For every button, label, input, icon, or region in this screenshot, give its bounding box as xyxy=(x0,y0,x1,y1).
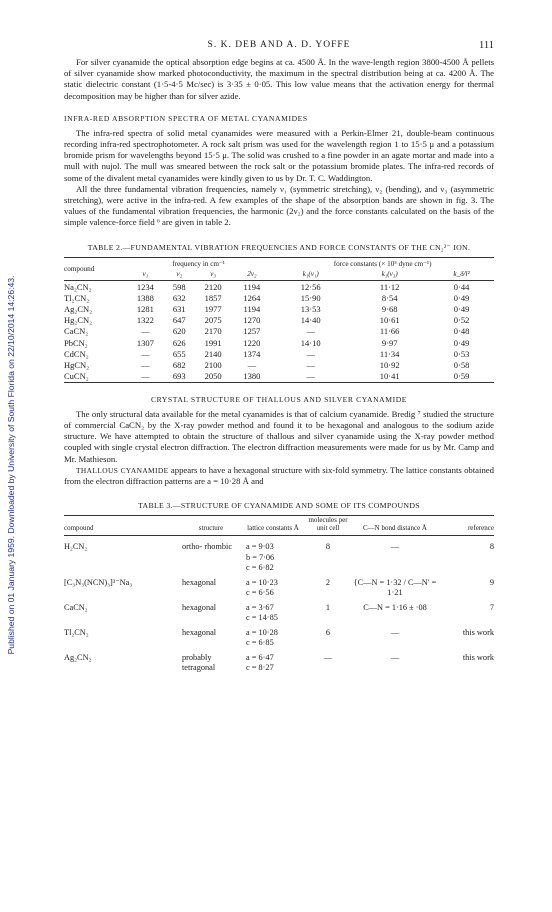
table3-lattice-cell xyxy=(240,578,306,599)
table2 xyxy=(64,257,494,383)
lattice-constant: a = 9·03 xyxy=(246,542,274,552)
lattice-constant: b = 7·06 xyxy=(246,552,275,562)
table3-structure-cell: ortho- rhombic xyxy=(182,542,233,552)
table2-column-header: ν₃ xyxy=(210,270,216,279)
table2-value-cell: 1220 xyxy=(243,337,261,348)
table-row xyxy=(64,292,494,303)
table3-compound-cell: Tl₂CN₂ xyxy=(64,627,89,637)
table2-compound-cell: CdCN₂ xyxy=(64,348,89,359)
table2-value-cell: 682 xyxy=(172,359,186,370)
table3-lattice-cell xyxy=(240,653,306,674)
table2-compound-cell: Ag₂CN₂ xyxy=(64,303,93,314)
table-row xyxy=(64,371,494,383)
table2-value-cell: 1991 xyxy=(204,337,222,348)
table2-value-cell: 2050 xyxy=(204,371,222,382)
table2-value-cell: 1374 xyxy=(243,348,261,359)
table2-value-cell: 8·54 xyxy=(381,292,398,303)
paragraph-silver-cyanamide: For silver cyanamide the optical absorption edge begins at ca. 4500 Å. In the wave-length region 3800-4500 Å pellets of silver cyanamide show marked photoconductivity, the maximum in the spectral distribution being at ca. 4200 Å. The static dielectric constant (1·5-4·5 Mc/sec) is 3·35 ± 0·05. This low value means that the activation energy for thermal decomposition may be higher than for silver azide. xyxy=(64,57,494,101)
table3-molecules-cell: 1 xyxy=(325,602,331,612)
table2-value-cell: 647 xyxy=(172,315,186,326)
table2-column-header: ν₂ xyxy=(176,270,183,279)
table2-value-cell: 631 xyxy=(172,303,186,314)
table2-value-cell: — xyxy=(306,348,315,359)
table3-molecules-cell: 8 xyxy=(325,542,331,552)
table-row xyxy=(64,348,494,359)
table3-molecules-cell: 6 xyxy=(325,627,331,637)
table2-value-cell: 0·48 xyxy=(453,326,470,337)
table3-compound-cell: H₂CN₂ xyxy=(64,542,88,552)
table2-value-cell: 2120 xyxy=(204,281,222,292)
table-row xyxy=(64,315,494,326)
table2-value-cell: 1257 xyxy=(243,326,261,337)
table2-value-cell: 2100 xyxy=(204,359,222,370)
table-row xyxy=(64,653,494,674)
table2-value-cell: 1194 xyxy=(243,281,261,292)
table2-value-cell: 0·49 xyxy=(453,337,470,348)
table2-frequency-header: frequency in cm⁻¹ xyxy=(172,259,225,268)
table-row xyxy=(64,542,494,574)
paragraph-structural-data: The only structural data available for the metal cyanamides is that of calcium cyanamide. Bredig ⁷ studied the structure of commercial CaCN₂ by the X-ray powder method and found it to be hexagonal and analogous to the sodium azide structure. We have attempted to obtain the structure of thallous and silver cyanamide using the X-ray powder method coupled with single crystal electron diffraction. The electron diffraction measurements were made for us by Mr. Camp and Mr. Mathieson. xyxy=(64,408,494,464)
table2-compound-cell: CuCN₂ xyxy=(64,371,89,382)
table3-header-compound: compound xyxy=(64,524,94,533)
table3-structure-cell: hexagonal xyxy=(182,602,217,612)
table3 xyxy=(64,515,494,678)
table3-compound-cell: Ag₂CN₂ xyxy=(64,652,92,662)
table-row xyxy=(64,281,494,292)
table2-value-cell: 2170 xyxy=(204,326,222,337)
table3-lattice-cell xyxy=(240,628,306,649)
table2-column-header-row xyxy=(64,269,494,281)
table2-value-cell: 14·40 xyxy=(300,315,321,326)
table2-compound-cell: Na₂CN₂ xyxy=(64,281,92,292)
table2-value-cell: 1270 xyxy=(243,315,261,326)
table2-value-cell: 0·53 xyxy=(453,348,470,359)
table2-value-cell: 1281 xyxy=(136,303,154,314)
table2-value-cell: 632 xyxy=(172,292,186,303)
table2-compound-cell: Tl₂CN₂ xyxy=(64,292,90,303)
table2-value-cell: — xyxy=(141,371,150,382)
table2-value-cell: 1388 xyxy=(136,292,154,303)
table2-value-cell: 2075 xyxy=(204,315,222,326)
table3-bond-cell: — xyxy=(390,627,400,637)
table2-value-cell: 9·97 xyxy=(381,337,398,348)
table-row xyxy=(64,603,494,624)
table-row xyxy=(64,628,494,649)
running-header xyxy=(64,40,494,54)
table3-lattice-cell xyxy=(240,603,306,624)
table2-value-cell: 11·12 xyxy=(379,281,400,292)
page-body xyxy=(64,40,494,678)
table2-value-cell: — xyxy=(141,359,150,370)
table-row xyxy=(64,337,494,348)
table3-reference-cell: 8 xyxy=(489,542,494,552)
table2-value-cell: 1194 xyxy=(243,303,261,314)
table2-value-cell: 10·41 xyxy=(379,371,400,382)
table2-value-cell: 12·56 xyxy=(300,281,321,292)
section-heading-infrared: INFRA-RED ABSORPTION SPECTRA OF METAL CYANAMIDES xyxy=(64,113,308,123)
table2-value-cell: 13·53 xyxy=(300,303,321,314)
table2-value-cell: 1234 xyxy=(136,281,154,292)
table2-value-cell: 620 xyxy=(172,326,186,337)
table2-compound-cell: Hg₂CN₂ xyxy=(64,315,93,326)
table2-value-cell: 10·92 xyxy=(379,359,400,370)
table3-caption: TABLE 3.—STRUCTURE OF CYANAMIDE AND SOME OF ITS COMPOUNDS xyxy=(138,501,420,511)
table2-column-header: 2ν₂ xyxy=(247,270,257,279)
table3-header-molecules: molecules per unit cell xyxy=(308,516,348,533)
lattice-constant: a = 10·28 xyxy=(246,627,278,637)
table2-value-cell: 598 xyxy=(172,281,186,292)
thallous-cyanamide-text: appears to have a hexagonal structure with six-fold symmetry. The lattice constants obtained from the electron diffraction patterns are a = 10·28 Å and xyxy=(64,464,494,486)
table2-value-cell: — xyxy=(141,348,150,359)
table3-lattice-cell xyxy=(240,542,306,574)
table2-compound-cell: HgCN₂ xyxy=(64,359,90,370)
lattice-constant: c = 6·82 xyxy=(246,563,274,573)
table2-column-header: k₁(ν₃) xyxy=(381,270,398,279)
table-row xyxy=(64,326,494,337)
section-heading-crystal-structure: CRYSTAL STRUCTURE OF THALLOUS AND SILVER CYANAMIDE xyxy=(150,394,408,404)
page-number: 111 xyxy=(479,40,494,51)
thallous-cyanamide-lead: THALLOUS CYANAMIDE xyxy=(76,465,169,475)
table3-molecules-cell: — xyxy=(323,652,333,662)
paragraph-infrared-method: The infra-red spectra of solid metal cyanamides were measured with a Perkin-Elmer 21, double-beam continuous recording infra-red spectrophotometer. A rock salt prism was used for the wavelength region 1 to 15·5 μ and a potassium bromide prism for wavelengths beyond 15·5 μ. The solid was crushed to a fine powder in an agate mortar and made into a mull with nujol. The mull was smeared between the rock salt or the potassium bromide plates. The infra-red records of some of the divalent metal cyanamides were kindly given to us by Dr. T. C. Waddington. xyxy=(64,127,494,183)
lattice-constant: c = 6·56 xyxy=(246,588,274,598)
table3-compound-cell: CaCN₂ xyxy=(64,602,88,612)
table2-value-cell: 1307 xyxy=(136,337,154,348)
table2-value-cell: 0·52 xyxy=(453,315,470,326)
table2-value-cell: — xyxy=(141,326,150,337)
table2-value-cell: — xyxy=(247,359,257,370)
download-watermark-text: Published on 01 January 1959. Downloaded by University of South Florida on 22/10/2014 14:26:43. xyxy=(6,275,16,655)
table2-value-cell: 1322 xyxy=(136,315,154,326)
table2-value-cell: 0·49 xyxy=(453,303,470,314)
table2-value-cell: 1977 xyxy=(204,303,222,314)
table-row xyxy=(64,578,494,599)
table2-compound-cell: PbCN₂ xyxy=(64,337,88,348)
table2-value-cell: — xyxy=(306,326,315,337)
table2-value-cell: 11·66 xyxy=(379,326,400,337)
table3-structure-cell: probably tetragonal xyxy=(182,652,216,673)
lattice-constant: c = 8·27 xyxy=(246,663,274,673)
table2-value-cell: 693 xyxy=(172,371,186,382)
table-row xyxy=(64,303,494,314)
table2-value-cell: 9·68 xyxy=(381,303,398,314)
table3-reference-cell: this work xyxy=(462,627,494,637)
table2-value-cell: — xyxy=(306,359,315,370)
table2-value-cell: 1857 xyxy=(204,292,222,303)
table2-value-cell: 0·44 xyxy=(453,281,470,292)
table2-value-cell: 10·61 xyxy=(379,315,400,326)
table3-header-row xyxy=(64,516,494,536)
table3-bond-cell: — xyxy=(390,652,400,662)
table2-value-cell: 0·58 xyxy=(453,359,470,370)
table2-value-cell: 626 xyxy=(172,337,186,348)
table2-compound-cell: CaCN₂ xyxy=(64,326,89,337)
table3-compound-cell: [C₃N₃(NCN)₃]³⁻Na₃ xyxy=(64,577,133,587)
table3-header-reference: reference xyxy=(467,524,494,533)
table3-bond-cell: {C—N = 1·32 / C—N′ = 1·21 xyxy=(353,577,437,598)
table3-reference-cell: this work xyxy=(462,652,494,662)
table2-value-cell: 0·49 xyxy=(453,292,470,303)
table2-value-cell: 0·59 xyxy=(453,371,470,382)
download-watermark xyxy=(6,120,16,810)
running-title: S. K. DEB AND A. D. YOFFE xyxy=(207,40,351,50)
lattice-constant: a = 3·67 xyxy=(246,602,274,612)
table2-column-header: k_δ/l² xyxy=(453,270,470,279)
table-row xyxy=(64,359,494,370)
table2-value-cell: — xyxy=(306,371,315,382)
lattice-constant: c = 6·85 xyxy=(246,638,274,648)
table3-bond-cell: — xyxy=(390,542,400,552)
table3-reference-cell: 9 xyxy=(489,577,494,587)
table3-header-structure: structure xyxy=(198,524,224,533)
table2-value-cell: 14·10 xyxy=(300,337,321,348)
table2-value-cell: 11·34 xyxy=(379,348,400,359)
table2-value-cell: 1380 xyxy=(243,371,261,382)
table3-structure-cell: hexagonal xyxy=(182,577,217,587)
table3-header-bond: C—N bond distance Å xyxy=(363,524,427,533)
table2-bottom-rule xyxy=(64,382,494,383)
table2-column-header: k₁(ν₁) xyxy=(302,270,319,279)
paragraph-fundamental-frequencies: All the three fundamental vibration frequencies, namely ν₁ (symmetric stretching), ν₂ (bending), and ν₃ (asymmetric stretching), were active in the infra-red. A few examples of the shape of the absorption bands are shown in fig. 3. The values of the fundamental vibration frequencies, the harmonic (2ν₂) and the force constants calculated on the basis of the simple valence-force field ⁶ are given in table 2. xyxy=(64,183,494,228)
table2-force-header: force constants (× 10⁵ dyne cm⁻¹) xyxy=(333,259,432,268)
lattice-constant: a = 6·47 xyxy=(246,652,274,662)
table3-header-lattice: lattice constants Å xyxy=(247,524,299,533)
table2-group-header-row xyxy=(64,258,494,269)
table2-value-cell: 1264 xyxy=(243,292,261,303)
table2-value-cell: 15·90 xyxy=(300,292,321,303)
table2-caption: TABLE 2.—FUNDAMENTAL VIBRATION FREQUENCIES AND FORCE CONSTANTS OF THE CN₂²⁻ ION. xyxy=(87,242,471,252)
table3-molecules-cell: 2 xyxy=(325,577,331,587)
table3-reference-cell: 7 xyxy=(489,602,494,612)
table2-compound-header: compound xyxy=(64,264,95,273)
table3-bond-cell: C—N = 1·16 ± ·08 xyxy=(363,602,427,612)
table3-structure-cell: hexagonal xyxy=(182,627,217,637)
lattice-constant: c = 14·85 xyxy=(246,613,278,623)
table2-column-header: ν₁ xyxy=(142,270,149,279)
table2-value-cell: 655 xyxy=(172,348,186,359)
paragraph-thallous-cyanamide xyxy=(64,465,494,487)
lattice-constant: a = 10·23 xyxy=(246,577,278,587)
table2-value-cell: 2140 xyxy=(204,348,222,359)
